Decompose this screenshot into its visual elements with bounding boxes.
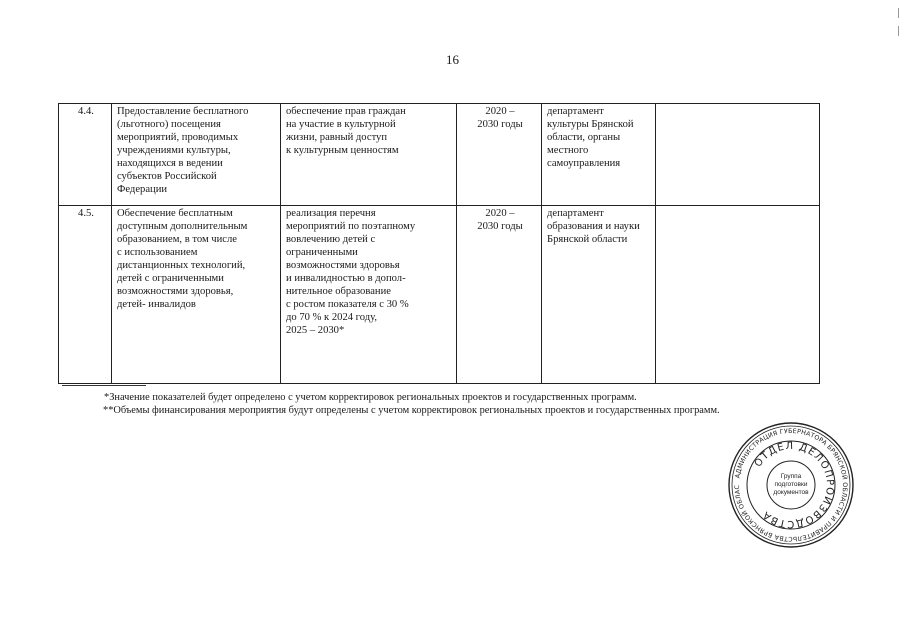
svg-text:документов: документов (773, 489, 809, 496)
activity-name: Предоставление бесплатного (льготного) посещения мероприятий, проводимых учреждениями культуры, находящихся в ведении субъектов Российской Федерации (112, 104, 281, 206)
department-stamp (726, 420, 856, 550)
footnote-2: **Объемы финансирования мероприятия будут определены с учетом корректировок региональных проектов и государственных программ. (103, 405, 720, 416)
activities-table (58, 103, 820, 384)
expected-result: обеспечение прав граждан на участие в культурной жизни, равный доступ к культурным ценностям (281, 104, 457, 206)
svg-text:ОТДЕЛ ДЕЛОПРОИЗВОДСТВА: ОТДЕЛ ДЕЛОПРОИЗВОДСТВА (752, 440, 836, 530)
footnote-1: *Значение показателей будет определено с учетом корректировок региональных проектов и государственных программ. (104, 392, 637, 403)
svg-text:АДМИНИСТРАЦИЯ ГУБЕРНАТОРА БРЯН: АДМИНИСТРАЦИЯ ГУБЕРНАТОРА БРЯНСКОЙ ОБЛАСТИ И ПРАВИТЕЛЬСТВА БРЯНСКОЙ ОБЛАС (733, 427, 849, 543)
margin-mark (898, 26, 899, 36)
table-row (59, 206, 820, 384)
row-number: 4.5. (59, 206, 112, 384)
row-number: 4.4. (59, 104, 112, 206)
activity-name: Обеспечение бесплатным доступным дополнительным образованием, в том числе с использованием дистанционных технологий, детей с ограниченными возможностями здоровья, детей- инвалидов (112, 206, 281, 384)
implementation-period: 2020 – 2030 годы (457, 104, 542, 206)
implementation-period: 2020 – 2030 годы (457, 206, 542, 384)
footnote-divider (62, 385, 146, 386)
table-row (59, 104, 820, 206)
responsible-executor: департамент образования и науки Брянской области (542, 206, 656, 384)
page-number: 16 (446, 52, 459, 67)
svg-text:подготовки: подготовки (774, 481, 808, 488)
empty-cell (656, 206, 820, 384)
empty-cell (656, 104, 820, 206)
expected-result: реализация перечня мероприятий по поэтапному вовлечению детей с ограниченными возможностями здоровья и инвалидностью в допол- нительное образование с ростом показателя с 30 % до 70 % к 2024 году, 2025 – 2030* (281, 206, 457, 384)
responsible-executor: департамент культуры Брянской области, органы местного самоуправления (542, 104, 656, 206)
margin-mark (898, 8, 899, 18)
stamp-seal-icon (726, 420, 856, 550)
svg-text:Группа: Группа (780, 473, 802, 480)
